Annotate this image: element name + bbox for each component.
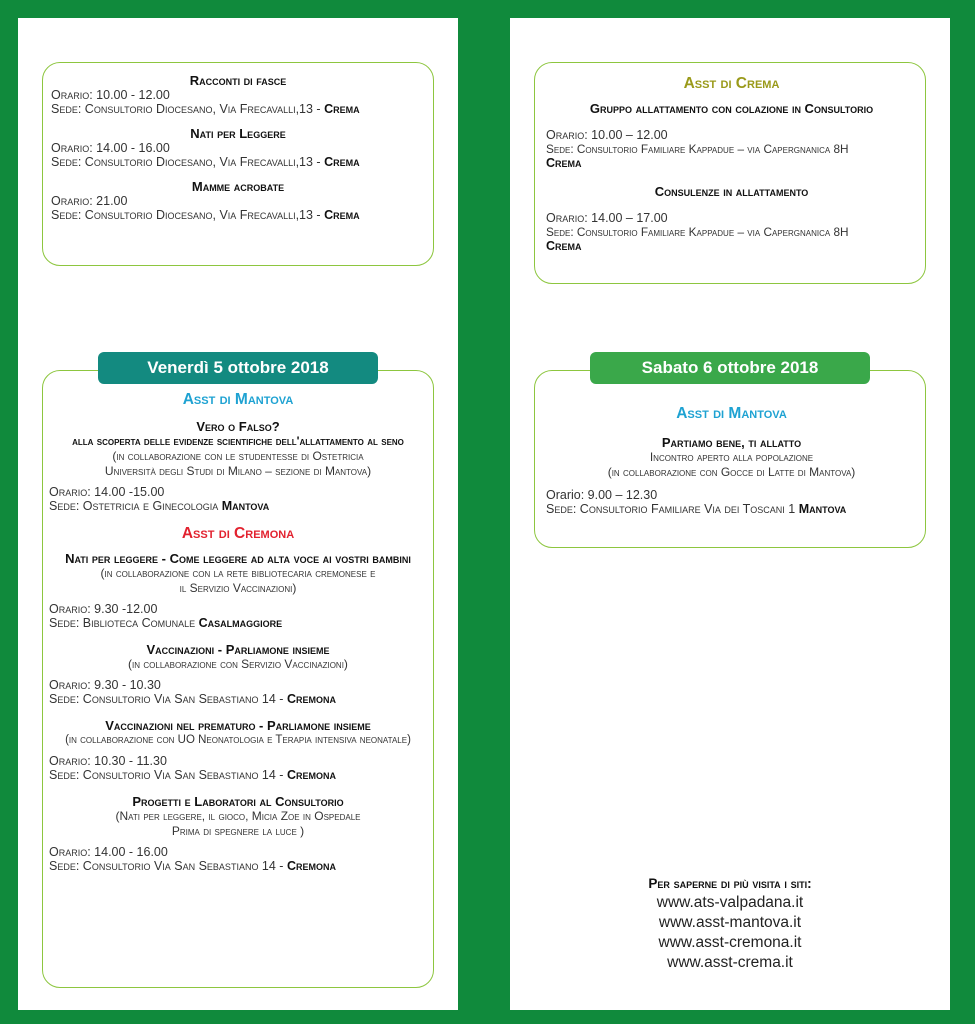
event-title: Vaccinazioni nel prematuro - Parliamone insieme <box>105 718 371 733</box>
event-title: Consulenze in allattamento <box>654 184 809 199</box>
crema-box <box>534 62 926 284</box>
event-time: Orario: 9.30 -12.00 <box>49 602 158 616</box>
event-time: Orario: 9.00 – 12.30 <box>546 488 658 502</box>
right-panel <box>510 18 950 1010</box>
event-city: Crema <box>324 155 360 169</box>
websites-heading: Per saperne di più visita i siti: <box>648 876 812 891</box>
event-venue: Sede: Consultorio Diocesano, Via Frecavalli,13 - <box>51 102 321 116</box>
event-time: Orario: 10.00 – 12.00 <box>546 128 668 142</box>
event-title: Racconti di fasce <box>189 73 287 88</box>
event-title: Mamme acrobate <box>191 179 285 194</box>
event-venue: Sede: Consultorio Via San Sebastiano 14 - <box>49 692 284 706</box>
crema-events-box <box>42 62 434 266</box>
event-city: Cremona <box>286 859 336 873</box>
event-venue: Sede: Consultorio Via San Sebastiano 14 - <box>49 859 284 873</box>
event-note: (in collaborazione con le studentesse di Ostetricia <box>112 449 364 463</box>
event-time: Orario: 14.00 - 16.00 <box>51 141 170 155</box>
event-venue: Sede: Consultorio Familiare Via dei Toscani 1 <box>546 502 796 516</box>
event-time: Orario: 14.00 -15.00 <box>49 485 165 499</box>
event-city: Mantova <box>221 499 270 513</box>
event-time: Orario: 10.00 - 12.00 <box>51 88 170 102</box>
org-asst-mantova: Asst di Mantova <box>182 391 294 408</box>
event-time: Orario: 21.00 <box>51 194 128 208</box>
event-city: Casalmaggiore <box>198 616 283 630</box>
event-note: (in collaborazione con Servizio Vaccinazioni) <box>128 657 348 671</box>
website-link[interactable]: www.asst-mantova.it <box>658 914 802 931</box>
event-time: Orario: 14.00 - 16.00 <box>49 845 168 859</box>
event-subtitle: alla scoperta delle evidenze scientifiche dell'allattamento al seno <box>72 434 404 448</box>
event-title: Partiamo bene, ti allatto <box>661 435 802 450</box>
event-venue: Sede: Biblioteca Comunale <box>49 616 196 630</box>
event-note: Prima di spegnere la luce ) <box>171 824 305 838</box>
event-city: Crema <box>546 239 582 253</box>
event-city: Crema <box>324 208 360 222</box>
event-title: Gruppo allattamento con colazione in Consultorio <box>589 101 874 116</box>
event-venue: Sede: Ostetricia e Ginecologia <box>49 499 219 513</box>
event-venue: Sede: Consultorio Familiare Kappadue – via Capergnanica 8H <box>546 225 849 239</box>
friday-box <box>42 370 434 988</box>
saturday-box <box>534 370 926 548</box>
event-venue: Sede: Consultorio Diocesano, Via Frecavalli,13 - <box>51 208 321 222</box>
event-time: Orario: 14.00 – 17.00 <box>546 211 668 225</box>
left-panel <box>18 18 458 1010</box>
event-city: Crema <box>324 102 360 116</box>
org-asst-mantova: Asst di Mantova <box>676 405 787 422</box>
org-asst-crema: Asst di Crema <box>683 75 780 92</box>
event-time: Orario: 9.30 - 10.30 <box>49 678 161 692</box>
event-city: Mantova <box>798 502 847 516</box>
websites-section <box>570 876 890 973</box>
event-venue: Sede: Consultorio Familiare Kappadue – via Capergnanica 8H <box>546 142 849 156</box>
event-city: Cremona <box>286 768 336 782</box>
event-note: (in collaborazione con UO Neonatologia e Terapia intensiva neonatale) <box>65 734 411 746</box>
event-venue: Sede: Consultorio Diocesano, Via Frecavalli,13 - <box>51 155 321 169</box>
event-subtitle: Incontro aperto alla popolazione <box>649 450 814 464</box>
event-title: Nati per Leggere <box>190 126 286 141</box>
event-note: il Servizio Vaccinazioni) <box>179 581 297 595</box>
event-note: (in collaborazione con Gocce di Latte di Mantova) <box>607 465 856 479</box>
event-city: Crema <box>546 156 582 170</box>
event-title: Nati per leggere - Come leggere ad alta voce ai vostri bambini <box>65 551 411 566</box>
org-asst-cremona: Asst di Cremona <box>181 525 295 542</box>
event-note: Università degli Studi di Milano – sezione di Mantova) <box>104 464 372 478</box>
event-title: Progetti e Laboratori al Consultorio <box>132 794 344 809</box>
day-tab-saturday: Sabato 6 ottobre 2018 <box>590 352 870 384</box>
event-title: Vero o Falso? <box>196 419 280 434</box>
event-time: Orario: 10.30 - 11.30 <box>49 754 167 768</box>
event-note: (in collaborazione con la rete bibliotecaria cremonese e <box>100 566 376 580</box>
website-link[interactable]: www.asst-cremona.it <box>658 934 802 951</box>
event-venue: Sede: Consultorio Via San Sebastiano 14 - <box>49 768 284 782</box>
event-note: (Nati per leggere, il gioco, Micia Zoe in Ospedale <box>115 809 361 823</box>
day-tab-friday: Venerdì 5 ottobre 2018 <box>98 352 378 384</box>
event-title: Vaccinazioni - Parliamone insieme <box>146 642 330 657</box>
event-city: Cremona <box>286 692 336 706</box>
website-link[interactable]: www.asst-crema.it <box>667 954 793 971</box>
website-link[interactable]: www.ats-valpadana.it <box>656 894 804 911</box>
